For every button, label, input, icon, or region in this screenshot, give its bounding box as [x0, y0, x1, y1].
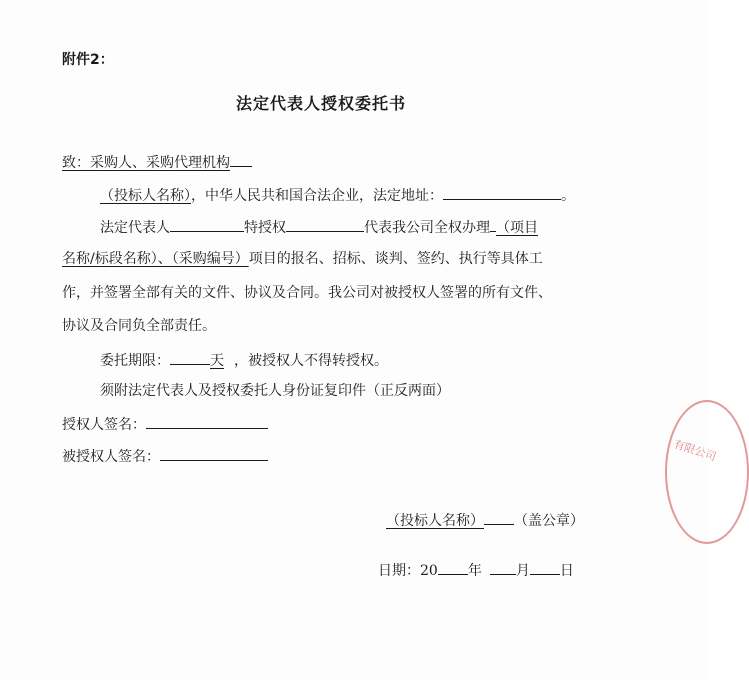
- addressee-underline-tail: [230, 152, 252, 167]
- grantor-signature-blank: [146, 414, 268, 429]
- authorization-line-3: 作，并签署全部有关的文件、协议及合同。我公司对被授权人签署的所有文件、: [62, 285, 552, 301]
- grantee-signature-label: 被授权人签名：: [62, 449, 160, 465]
- year-blank: [438, 560, 468, 575]
- legal-rep-blank: [170, 217, 244, 232]
- authorize-label: 特授权: [244, 220, 286, 236]
- date-label: 日期：20: [378, 563, 438, 579]
- document-title: 法定代表人授权委托书: [236, 94, 407, 113]
- authorization-scope: 项目的报名、招标、谈判、签约、执行等具体工: [248, 251, 543, 267]
- term-line: [100, 350, 388, 370]
- authorization-line-2: [62, 250, 543, 268]
- addressee-line: [62, 152, 252, 172]
- seal-text: 有限公司: [671, 437, 718, 464]
- company-stamp-line: [386, 510, 584, 530]
- grantee-signature-line: [62, 446, 268, 466]
- day-blank: [530, 560, 560, 575]
- handle-label: 代表我公司全权办理: [364, 220, 490, 236]
- legal-address-blank: [443, 185, 561, 200]
- year-label: 年: [467, 563, 482, 579]
- red-seal-stamp: [665, 400, 749, 544]
- company-intro-text: ，中华人民共和国合法企业，法定地址：: [191, 188, 443, 204]
- bidder-name-placeholder: （投标人名称）: [100, 188, 191, 204]
- stamp-bidder-name: （投标人名称）: [386, 513, 484, 529]
- addressee-text: 致：采购人、采购代理机构: [62, 155, 230, 171]
- month-blank: [490, 560, 516, 575]
- term-days-unit: 天: [210, 353, 224, 369]
- project-placeholder-start: （项目: [496, 220, 538, 236]
- grantee-signature-blank: [160, 446, 268, 461]
- authorization-line-4: 协议及合同负全部责任。: [62, 318, 216, 334]
- project-name-placeholder: 名称/标段名称）、（采购编号）: [62, 251, 249, 267]
- grantor-signature-label: 授权人签名：: [62, 417, 146, 433]
- period: 。: [561, 188, 575, 204]
- grantor-signature-line: [62, 414, 268, 434]
- authorization-line-1: [100, 217, 538, 237]
- company-intro-line: [100, 185, 575, 205]
- term-days-blank: [170, 350, 210, 365]
- stamp-label: （盖公章）: [514, 513, 584, 529]
- term-rest: ，被授权人不得转授权。: [234, 353, 388, 369]
- attachment-note: 须附法定代表人及授权委托人身份证复印件（正反两面）: [100, 383, 450, 399]
- day-label: 日: [559, 563, 574, 579]
- date-line: [378, 560, 574, 580]
- legal-rep-label: 法定代表人: [100, 220, 170, 236]
- attachment-label: 附件2：: [62, 52, 114, 68]
- term-label: 委托期限：: [100, 353, 170, 369]
- grantee-blank: [286, 217, 364, 232]
- month-label: 月: [515, 563, 530, 579]
- stamp-spacer-blank: [484, 510, 514, 525]
